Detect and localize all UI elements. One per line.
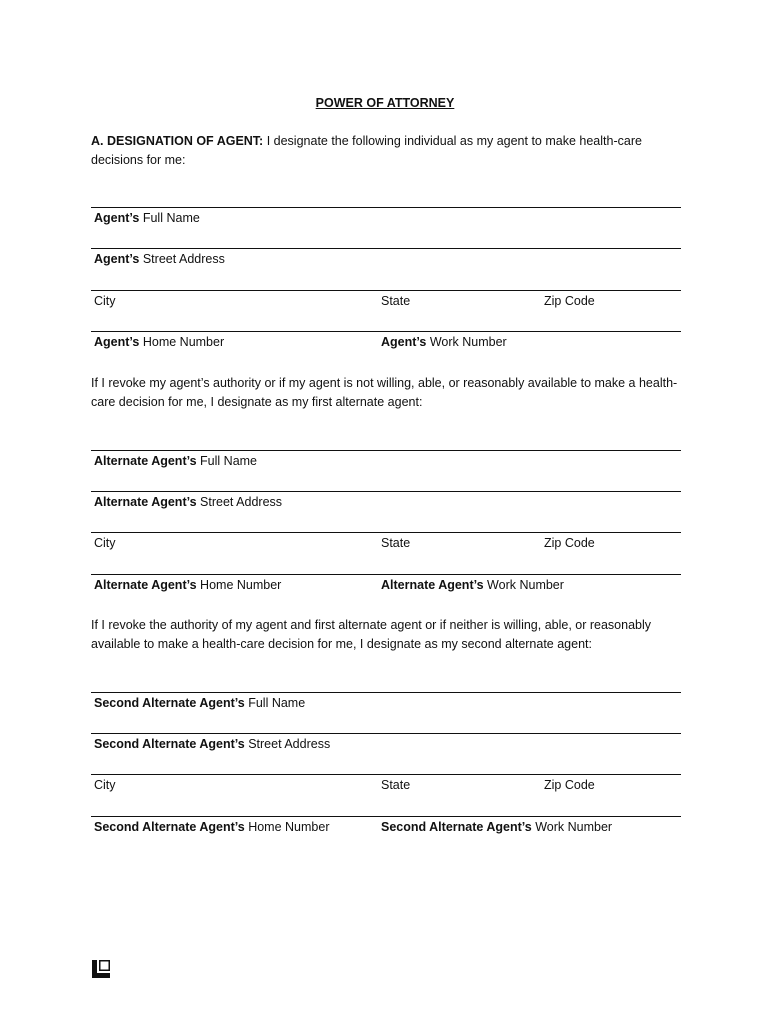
page-title: POWER OF ATTORNEY — [315, 96, 455, 110]
second-alternate-city-state-zip-row[interactable] — [91, 774, 681, 815]
agent-full-name-label: Agent’s Full Name — [94, 211, 200, 225]
second-alternate-street-address-label: Second Alternate Agent’s Street Address — [94, 737, 331, 751]
alternate-work-number-label: Alternate Agent’s Work Number — [381, 578, 564, 592]
second-alternate-phone-row[interactable] — [91, 816, 681, 857]
agent-zip-label: Zip Code — [544, 294, 595, 308]
alternate-zip-label: Zip Code — [544, 536, 595, 550]
agent-street-address-label: Agent’s Street Address — [94, 252, 225, 266]
alternate-state-label: State — [381, 536, 411, 550]
alternate-full-name-field[interactable] — [91, 450, 681, 491]
agent-city-label: City — [94, 294, 116, 308]
agent-phone-row[interactable] — [91, 331, 681, 372]
designation-paragraph — [91, 132, 681, 170]
agent-home-number-label: Agent’s Home Number — [94, 335, 225, 349]
alternate-street-address-field[interactable] — [91, 491, 681, 532]
designation-text: I designate the following individual as my agent to make health-care decisions for me: — [91, 134, 642, 167]
second-alternate-city-label: City — [94, 778, 116, 792]
alternate-home-number-label: Alternate Agent’s Home Number — [94, 578, 282, 592]
second-alternate-home-number-label: Second Alternate Agent’s Home Number — [94, 820, 330, 834]
alternate-city-label: City — [94, 536, 116, 550]
alternate-street-address-label: Alternate Agent’s Street Address — [94, 495, 283, 509]
agent-street-address-field[interactable] — [91, 248, 681, 289]
second-alternate-paragraph: If I revoke the authority of my agent and first alternate agent or if neither is willing, able, or reasonably available to make a health-care decision for me, I designate as my second alternate agent: — [91, 618, 652, 651]
second-alternate-full-name-field[interactable] — [91, 692, 681, 733]
second-alternate-full-name-label: Second Alternate Agent’s Full Name — [94, 696, 306, 710]
document-logo-icon — [92, 960, 110, 978]
second-alternate-state-label: State — [381, 778, 411, 792]
second-alternate-street-address-field[interactable] — [91, 733, 681, 774]
first-alternate-paragraph: If I revoke my agent’s authority or if my agent is not willing, able, or reasonably available to make a health-care decision for me, I designate as my first alternate agent: — [91, 376, 678, 409]
second-alternate-zip-label: Zip Code — [544, 778, 595, 792]
alternate-full-name-label: Alternate Agent’s Full Name — [94, 454, 258, 468]
agent-state-label: State — [381, 294, 411, 308]
agent-work-number-label: Agent’s Work Number — [381, 335, 507, 349]
agent-city-state-zip-row[interactable] — [91, 290, 681, 331]
alternate-city-state-zip-row[interactable] — [91, 532, 681, 573]
second-alternate-work-number-label: Second Alternate Agent’s Work Number — [381, 820, 613, 834]
designation-heading: A. DESIGNATION OF AGENT: — [91, 134, 264, 148]
agent-full-name-field[interactable] — [91, 207, 681, 248]
alternate-phone-row[interactable] — [91, 574, 681, 615]
